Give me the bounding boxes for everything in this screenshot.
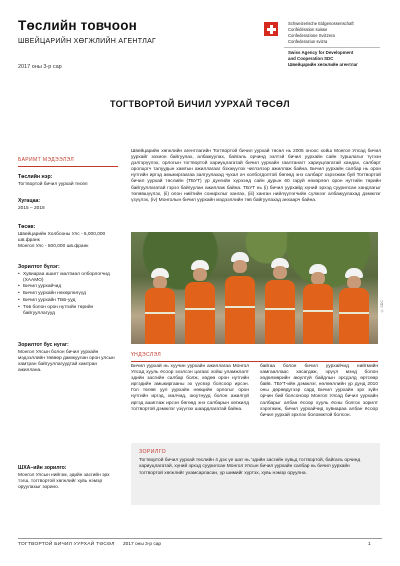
project-name-value: Тогтвортой бичил уурхай төсөл	[18, 181, 88, 187]
list-item: • Төв болон орон нутгийн төрийн байгууллагууд	[18, 305, 118, 317]
target-groups-list	[18, 272, 118, 317]
budget-label: Төсөв:	[18, 224, 36, 230]
duration-block	[18, 198, 118, 212]
project-name-label: Төслийн нэр:	[18, 174, 53, 180]
miner-figure	[183, 254, 217, 344]
list-item: • Бичил уурхайчид	[18, 284, 118, 290]
sdc-goal-label: ШХА–ийн зорилго:	[18, 465, 67, 471]
budget-swiss: Швейцарийн Холбооны Улс - 6,000,000 шв.франк	[18, 231, 106, 243]
swiss-flag-icon	[264, 22, 278, 36]
confederation-line: Confederaziun svizra	[288, 39, 328, 44]
logo-divider	[284, 47, 380, 48]
photo-credit: © SDC	[380, 300, 384, 313]
goal-box	[131, 443, 380, 505]
goal-title: ЗОРИЛГО	[139, 449, 167, 455]
sdc-goal-block	[18, 465, 118, 491]
agency-name	[288, 50, 358, 68]
confederation-line: Schweizerische Eidgenossenschaft	[288, 21, 354, 26]
confederation-line: Confederazione Svizzera	[288, 33, 335, 38]
goal-text: Тогтвортой бичил уурхай төслийн 4 дэх үе шат нь 'эдийн засгийн хувьд тогтвортой, байгаль орчинд хариуцлагатай, хүний эрхэд суурилсан Монгол Улсын бичил уурхайн салбар нь бичил уурхайн тогтвортой хөгжлийг ухамсарласан, үр шимийг хүртэх, хувь нэмэр оруулна.	[139, 458, 361, 476]
miner-figure	[301, 256, 335, 344]
rationale-header: ҮНДЭСЛЭЛ	[131, 352, 378, 362]
other-text: Монгол Улсын болон бичил уурхайн мэдээллийн төвөөр дамжуулан орон улсын хамтран байгууллагуудтай хамтран ажиллана.	[18, 349, 115, 374]
rationale-column-2: байгаа болон бичил уурхайчид нийгмийн хамгааллаас хасагдаж, эрүүл мэнд болон хөдөлмөрийн аюулгүй байдлын эрсдэлд өртсөөр байв. ТБУТ-ийн дэмжлэг, нөлөөллийн үр дүнд 2010 оны дөрөвдүгээр сард Бичил уурхайн эрх зүйн орчин бий болсоноор Монгол Улсад бичил уурхайн салбарыг албан ёсоор хууль ёсны болгох зорилт хэрэгжиж, бичил уурхайчид хувиараа албан ёсоор бичил уурхай эрхлэх боломжтой болсон.	[260, 364, 378, 418]
page-number: 1	[368, 542, 371, 547]
document-title: ТОГТВОРТОЙ БИЧИЛ УУРХАЙ ТӨСӨЛ	[109, 99, 291, 109]
miner-figure	[143, 260, 177, 344]
list-item: • Бичил уурхайн нөхөрлөлүүд	[18, 291, 118, 297]
budget-block	[18, 224, 118, 250]
intro-paragraph: Швейцарийн хөгжлийн агентлагийн Тогтвортой бичил уурхай төсөл нь 2005 оноос хойш Монгол Улсад бичил уурхайг зохион байгуулах, албажуулах, байгаль орчинд ээлтэй бичил уурхайн сайн туршлагыг түгээн дэлгэрүүлэх, орлогын тогтвортой хариуцлагатай бичил уурхайн гаалтанагт хариуцлагатай хандах, салбарт оролцогч талуудын хамтын ажиллагааг бэхжүүлэх чиглэлээр ажиллаж байна. Бичил уурхайн салбар нь орон нутгийн иргэд амьжиргаагаа залгуулахад чухал ач холбогдолтой бөгөөд энэ салбарт хэрэгжиж буй Тогтвортой бичил уурхай төслийн (ТБУТ) үр дүнгийн хүрээнд сайн дурын 60 гаруй нөхөрлөл орон нутгийн төрийн байгууллагатай гэрээ байгуулан ажиллаж байна. ТБУТ нь (i) бичил уурхайд хүний эрхэд суурилсан хандлагыг төлөвшүүлэх, (ii) олон нийтийн сонирхлыг хангах, (iii) ханган нийлүүлэгчийн сүлжээг албажуулахад дэмжлэг үзүүлэх, (iv) Монголын бичил уурхайн мэдээллийн төв байгуулахад анхаарч байна.	[131, 149, 381, 203]
other-block	[18, 342, 118, 374]
target-groups-block	[18, 264, 118, 317]
publication-subtitle: ШВЕЙЦАРИЙН ХӨГЖЛИЙН АГЕНТЛАГ	[18, 38, 157, 45]
duration-value: 2015 – 2018	[18, 205, 45, 211]
footer-divider	[18, 538, 382, 539]
target-groups-label: Зорилтот бүлэг:	[18, 264, 60, 270]
miner-figure	[223, 248, 257, 344]
project-name-block	[18, 174, 118, 188]
agency-name-mn: Швейцарийн хөгжлийн агентлаг	[288, 62, 358, 67]
list-item: • Бичил уурхайн ТББ-ууд	[18, 298, 118, 304]
other-label: Зорилтот бус нугаг:	[18, 342, 69, 348]
agency-name-en-1: Swiss Agency for Development	[288, 50, 354, 55]
confederation-names	[288, 21, 354, 45]
duration-label: Хугацаа:	[18, 198, 41, 204]
publication-date: 2017 оны 3-р сар	[18, 64, 62, 70]
footer-date: 2017 оны 3-р сар	[123, 542, 162, 547]
publication-title: Төслийн товчоон	[18, 18, 138, 33]
budget-mongolia: Монгол Улс - 500,000 шв.франк	[18, 243, 89, 249]
list-item: • Хувиараа ашигт малтмал олборлогчид (ХААМО)	[18, 272, 118, 284]
fact-sheet-header: БАРИМТ МЭДЭЭЛЭЛ	[18, 157, 118, 167]
confederation-line: Confédération suisse	[288, 27, 328, 32]
rationale-column-1: Бичил уурхай нь хуучин уурхайн ажиллагаа Монгол Улсад хууль ёсоор эхэлсэн цагаас хойш уламжлалт эдийн засгийн салбар болж, хөдөө орон нутгийн иргэдийн амьжиргааны эх үүсвэр болсоор ирсэн. Гол төлөв уул уурхайн нөөцийн орлогыг орон нутгийн иргэд, малчид, оюутнууд болон ажилгүй иргэд ашиглаж ирсэн бөгөөд энэ салбарын хөгжилд тогтвортой дэмжлэг үзүүлэх шаардлагатай байна.	[131, 364, 249, 412]
miners-photo	[131, 232, 378, 344]
miner-figure	[263, 252, 297, 344]
footer-project-name: ТОГТВОРТОЙ БИЧИЛ УУРХАЙ ТӨСӨЛ	[18, 542, 115, 547]
agency-name-en-2: and Cooperation SDC	[288, 56, 334, 61]
sdc-goal-text: Монгол Улсын нийгэм, эдийн засгийн эрх тэгш, тогтвортой хөгжлийг хувь нэмэр оруулахыг зорино.	[18, 472, 110, 490]
miner-figure	[337, 260, 371, 344]
